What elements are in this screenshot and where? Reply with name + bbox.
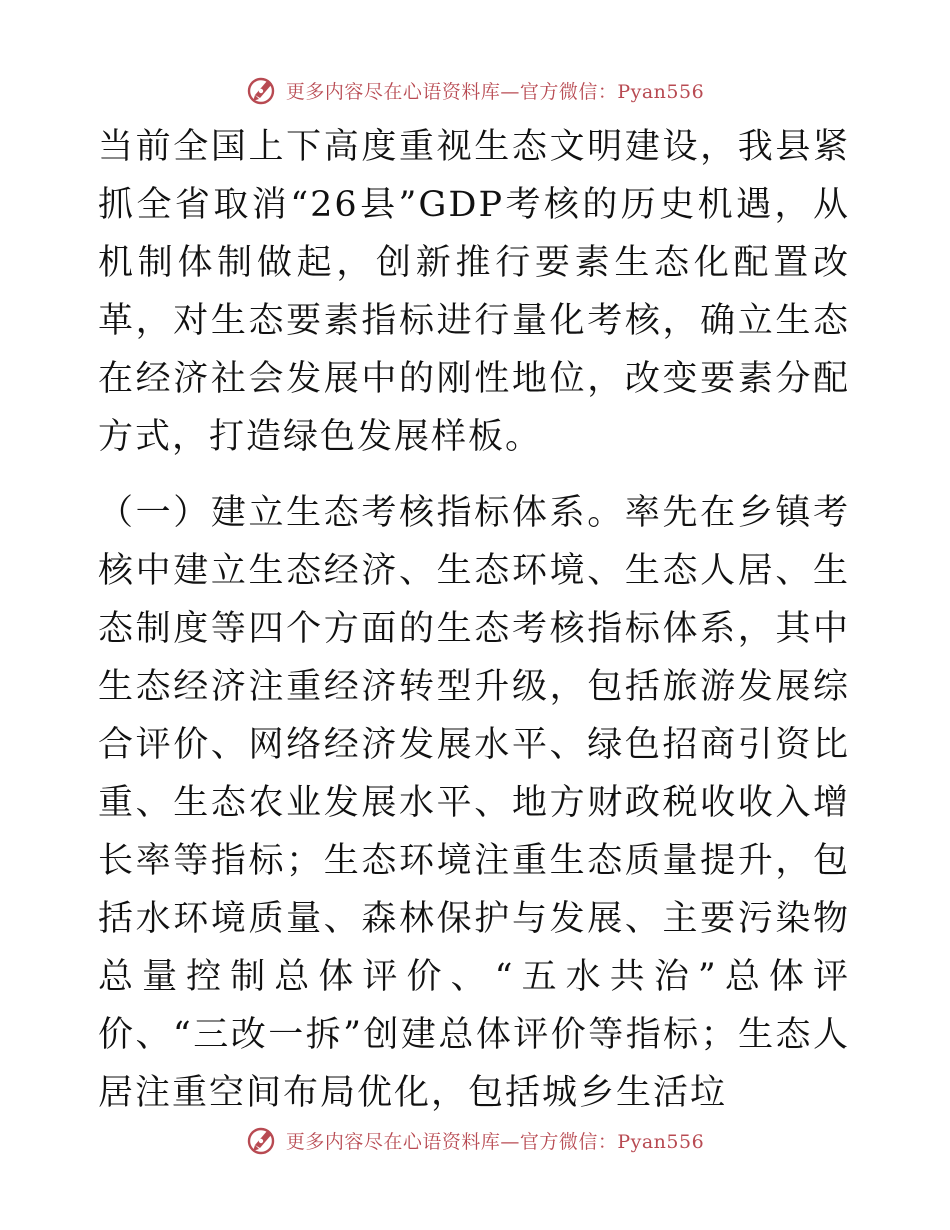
body-text	[98, 118, 850, 1122]
paragraph: （一）建立生态考核指标体系。率先在乡镇考核中建立生态经济、生态环境、生态人居、生态制度等四个方面的生态考核指标体系，其中生态经济注重经济转型升级，包括旅游发展综合评价、网络经济发展水平、绿色招商引资比重、生态农业发展水平、地方财政税收收入增长率等指标；生态环境注重生态质量提升，包括水环境质量、森林保护与发展、主要污染物总量控制总体评价、“五水共治”总体评价、“三改一拆”创建总体评价等指标；生态人居注重空间布局优化，包括城乡生活垃	[98, 493, 850, 1113]
watermark-text: 更多内容尽在心语资料库—官方微信：Pyan556	[285, 1130, 705, 1153]
watermark-banner-bottom	[0, 1120, 950, 1160]
pen-nib-circle-icon	[246, 1123, 280, 1157]
watermark-banner-top	[0, 70, 950, 110]
watermark-text: 更多内容尽在心语资料库—官方微信：Pyan556	[285, 80, 705, 103]
paragraph: 当前全国上下高度重视生态文明建设，我县紧抓全省取消“26县”GDP考核的历史机遇，从机制体制做起，创新推行要素生态化配置改革，对生态要素指标进行量化考核，确立生态在经济社会发展中的刚性地位，改变要素分配方式，打造绿色发展样板。	[98, 127, 850, 457]
pen-nib-circle-icon	[246, 73, 280, 107]
